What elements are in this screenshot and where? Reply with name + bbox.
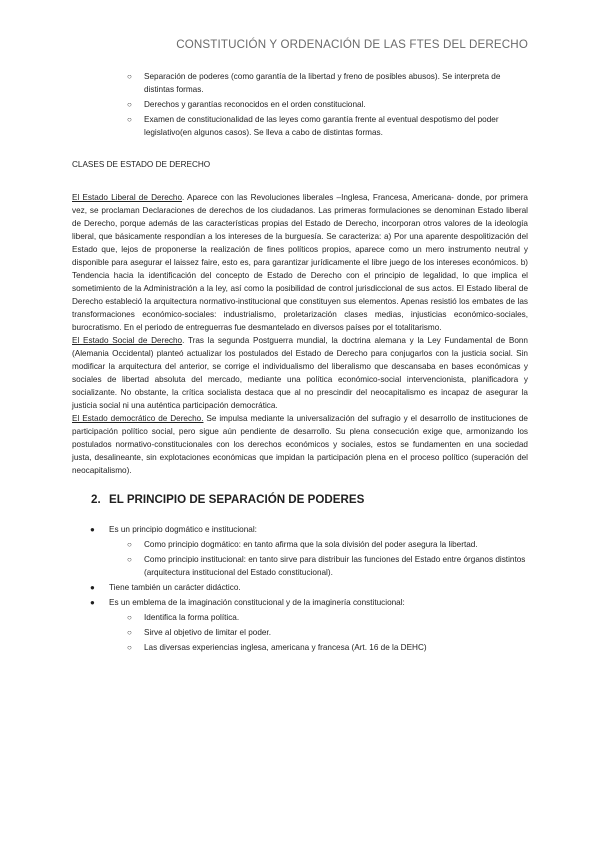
filled-bullet-icon: ● xyxy=(90,583,95,592)
list-item-text: Como principio institucional: en tanto sirve para distribuir las funciones del Estado entre órganos distintos (arquitectura institucional del Estado constitucional). xyxy=(144,555,526,577)
list-item xyxy=(109,538,528,551)
list-item-text: Examen de constitucionalidad de las leyes como garantía frente al eventual despotismo del poder legislativo(en algunos casos). Se lleva a cabo de distintas formas. xyxy=(144,115,499,137)
separation-principle-list xyxy=(72,523,528,654)
section-2-heading xyxy=(91,492,528,508)
list-item xyxy=(109,626,528,639)
nested-list xyxy=(109,611,528,654)
term-social-state: El Estado Social de Derecho xyxy=(72,336,183,345)
filled-bullet-icon: ● xyxy=(90,525,95,534)
list-item xyxy=(72,70,528,96)
section-label: CLASES DE ESTADO DE DERECHO xyxy=(72,160,211,169)
term-democratic-state: El Estado democrático de Derecho. xyxy=(72,414,204,423)
term-liberal-state: El Estado Liberal de Derecho xyxy=(72,193,183,202)
page-header-title: CONSTITUCIÓN Y ORDENACIÓN DE LAS FTES DEL DERECHO xyxy=(176,38,528,51)
list-item xyxy=(72,596,528,654)
hollow-bullet-icon: ○ xyxy=(127,643,132,652)
list-item-text: Separación de poderes (como garantía de la libertad y freno de posibles abusos). Se interpreta de distintas formas. xyxy=(144,72,501,94)
hollow-bullet-icon: ○ xyxy=(127,628,132,637)
hollow-bullet-icon: ○ xyxy=(127,100,132,109)
list-item-text: Tiene también un carácter didáctico. xyxy=(109,583,241,592)
hollow-bullet-icon: ○ xyxy=(127,115,132,124)
section-title: EL PRINCIPIO DE SEPARACIÓN DE PODERES xyxy=(109,493,365,506)
paragraph-liberal-state xyxy=(72,191,528,334)
hollow-bullet-icon: ○ xyxy=(127,555,132,564)
hollow-bullet-icon: ○ xyxy=(127,613,132,622)
list-item-text: Las diversas experiencias inglesa, americana y francesa (Art. 16 de la DEHC) xyxy=(144,643,427,652)
list-item xyxy=(72,523,528,579)
list-item xyxy=(72,581,528,594)
list-item xyxy=(109,553,528,579)
list-item xyxy=(72,98,528,111)
nested-list xyxy=(109,538,528,579)
list-item xyxy=(72,113,528,139)
list-item-text: Sirve al objetivo de limitar el poder. xyxy=(144,628,271,637)
hollow-bullet-icon: ○ xyxy=(127,72,132,81)
hollow-bullet-icon: ○ xyxy=(127,540,132,549)
list-item xyxy=(109,611,528,624)
list-item xyxy=(109,641,528,654)
list-item-text: Es un emblema de la imaginación constitucional y de la imaginería constitucional: xyxy=(109,598,405,607)
paragraph-democratic-state xyxy=(72,412,528,477)
paragraph-social-state xyxy=(72,334,528,412)
filled-bullet-icon: ● xyxy=(90,598,95,607)
list-item-text: Identifica la forma política. xyxy=(144,613,240,622)
paragraph-text: . Tras la segunda Postguerra mundial, la doctrina alemana y la Ley Fundamental de Bonn (Alemania Occidental) planteó actualizar los postulados del Estado de Derecho para conjugarlos con la justicia social. Sin modificar la arquitectura del anterior, se corrige el individualismo del liberalismo que descansaba en bases económicas y sociales de libertad absoluta del mercado, mediante una política económico-social intervencionista, planificadora y socializante. No obstante, la crítica socialista destaca que al no prescindir del neocapitalismo es incapaz de asegurar la justicia social ni una auténtica participación democrática. xyxy=(72,336,528,410)
list-item-text: Como principio dogmático: en tanto afirma que la sola división del poder asegura la libertad. xyxy=(144,540,478,549)
section-number: 2. xyxy=(91,493,101,506)
paragraph-text: . Aparece con las Revoluciones liberales –Inglesa, Francesa, Americana- donde, por primera vez, se proclaman Declaraciones de derechos de los ciudadanos. Las primeras formulaciones se denominan Estado liberal de Derecho, porque además de las características propias del Estado de Derecho, incorporan otros valores de la ideología liberal, que básicamente respondían a los intereses de la burguesía. Se caracteriza: a) Por una aparente despolitización del Estado que, lejos de proponerse la realización de fines políticos propios, aparece como un mero instrumento neutral y disponible para asegurar el laissez faire, esto es, para garantizar jurídicamente el libre juego de los intereses económicos. b) Tendencia hacia la identificación del concepto de Estado de Derecho con el principio de legalidad, lo que implica el sometimiento de la Administración a la ley, así como la posibilidad de control jurisdiccional de sus actos. El Estado liberal de Derecho estableció la arquitectura normativo-institucional que constituyen sus elementos. Apenas resistió los embates de las transformaciones económico-sociales: industrialismo, proletarización clases medias, injusticias económico-sociales, burocratismo. En el periodo de entreguerras fue desmantelado en diversos países por el totalitarismo. xyxy=(72,193,528,332)
document-body xyxy=(72,70,528,656)
paragraph-text: Se impulsa mediante la universalización del sufragio y el desarrollo de instituciones de participación político social, pero sigue aún pendiente de desarrollo. Su plena consecución exige que, armonizando los postulados normativo-constitucionales con los derechos económicos y sociales, estos se fundamenten en una sociedad justa, desalineante, sin explotaciones económicas que impidan la participación plena en el proceso político (superación del neocapitalismo). xyxy=(72,414,528,475)
list-item-text: Es un principio dogmático e institucional: xyxy=(109,525,257,534)
constitution-elements-list xyxy=(72,70,528,139)
list-item-text: Derechos y garantías reconocidos en el orden constitucional. xyxy=(144,100,366,109)
